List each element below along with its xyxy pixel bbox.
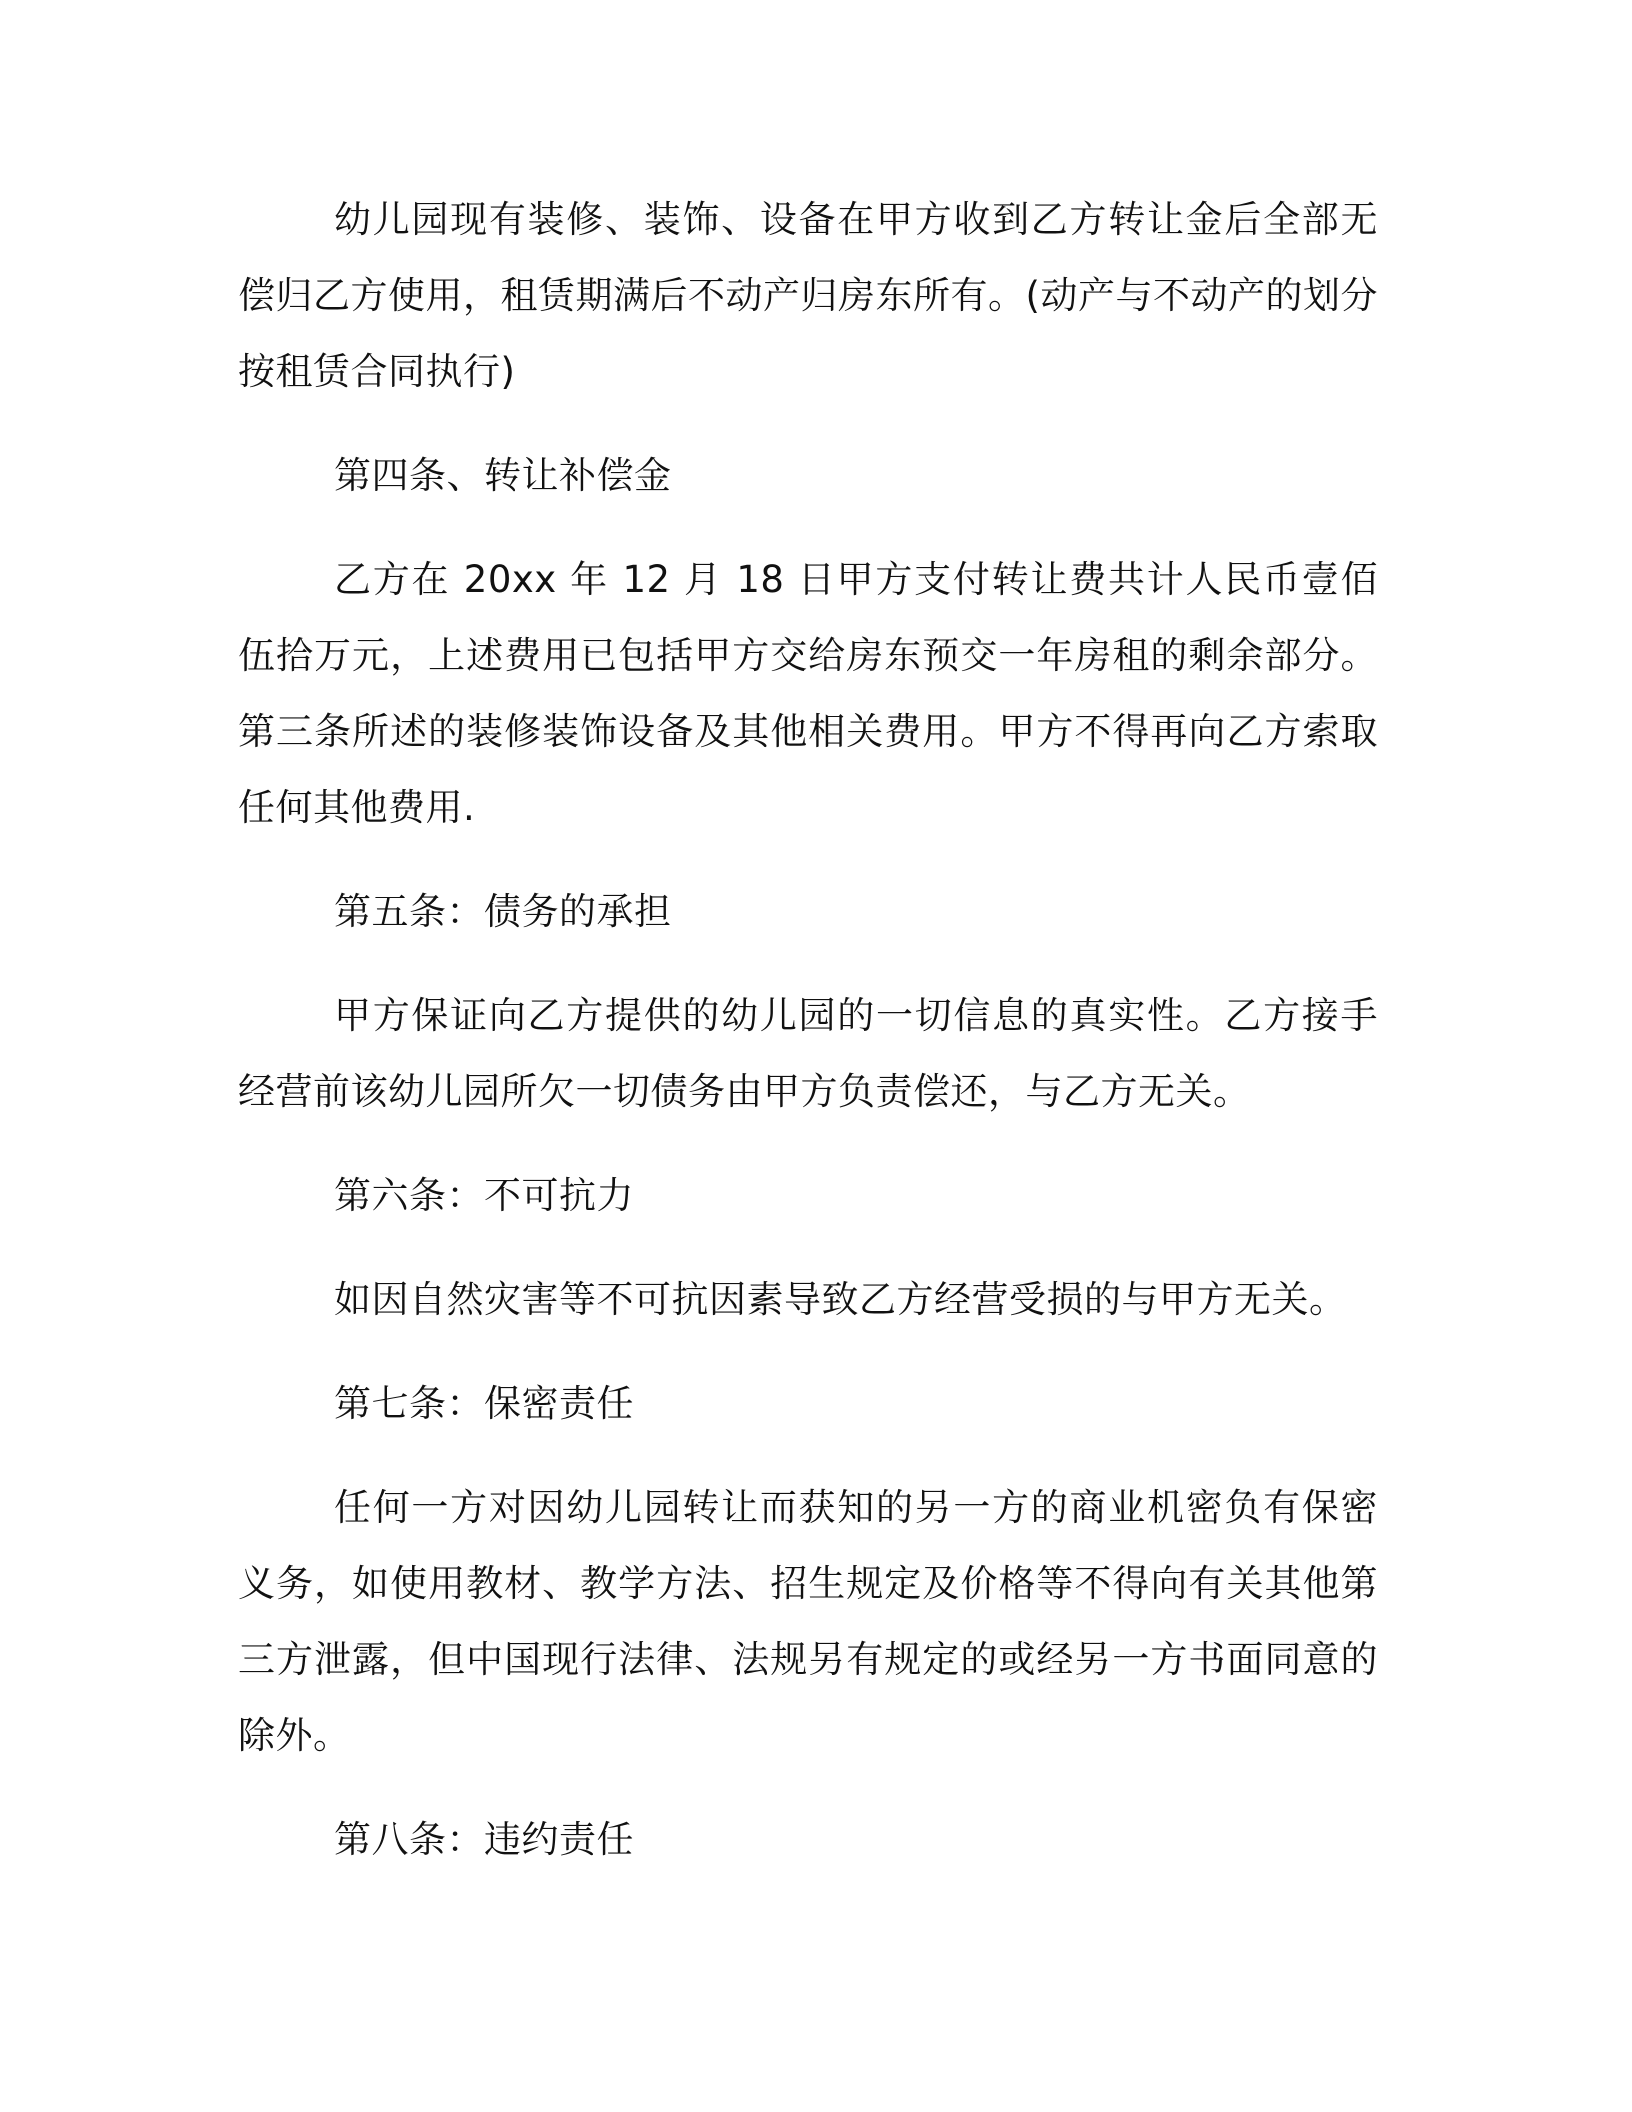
heading-article-six: 第六条：不可抗力 [334, 1174, 634, 1217]
heading-article-seven: 第七条：保密责任 [334, 1382, 634, 1425]
heading-article-five: 第五条：债务的承担 [334, 890, 672, 933]
paragraph-confidentiality: 任何一方对因幼儿园转让而获知的另一方的商业机密负有保密义务，如使用教材、教学方法、招生规定及价格等不得向有关其他第三方泄露，但中国现行法律、法规另有规定的或经另一方书面同意的除外。 [238, 1486, 1378, 1757]
heading-article-four: 第四条、转让补偿金 [334, 454, 672, 497]
document-body [238, 182, 1378, 1906]
paragraph-transfer-compensation: 乙方在 20xx 年 12 月 18 日甲方支付转让费共计人民币壹佰伍拾万元，上述费用已包括甲方交给房东预交一年房租的剩余部分。第三条所述的装修装饰设备及其他相关费用。甲方不得再向乙方索取任何其他费用. [238, 558, 1378, 829]
paragraph-force-majeure: 如因自然灾害等不可抗因素导致乙方经营受损的与甲方无关。 [334, 1278, 1347, 1321]
paragraph-debt-obligation: 甲方保证向乙方提供的幼儿园的一切信息的真实性。乙方接手经营前该幼儿园所欠一切债务由甲方负责偿还，与乙方无关。 [238, 994, 1378, 1113]
heading-article-eight: 第八条：违约责任 [334, 1818, 634, 1861]
paragraph-clause-three-fixtures: 幼儿园现有装修、装饰、设备在甲方收到乙方转让金后全部无偿归乙方使用，租赁期满后不动产归房东所有。(动产与不动产的划分按租赁合同执行) [238, 198, 1378, 393]
